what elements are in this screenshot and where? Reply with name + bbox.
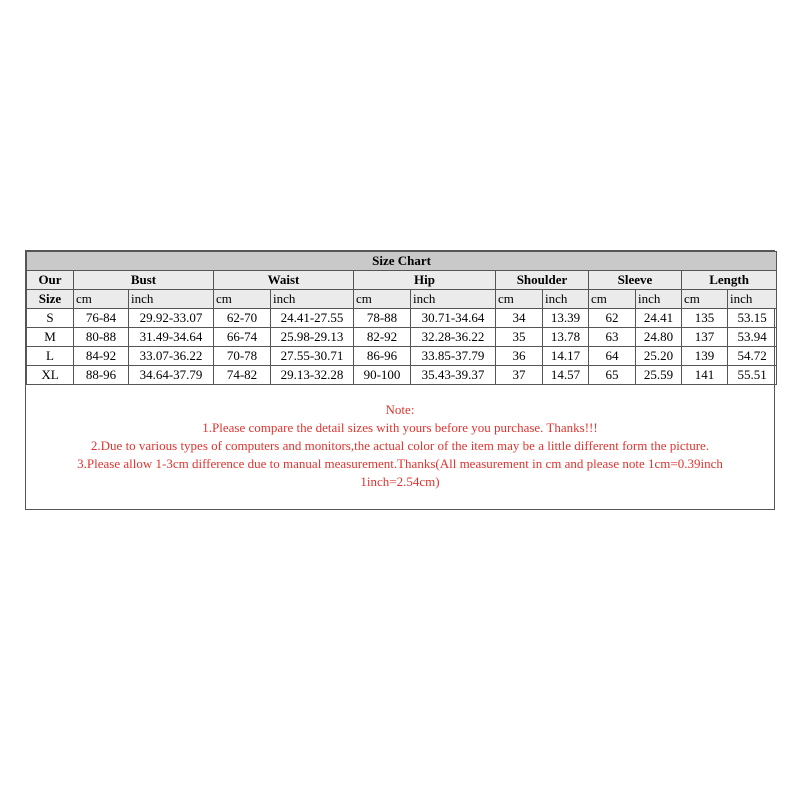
table-cell: 25.20 <box>636 347 682 366</box>
size-column-header-top: Our <box>27 271 74 290</box>
table-row <box>27 366 777 385</box>
cm-unit-label: cm <box>214 290 271 309</box>
table-cell: 36 <box>496 347 543 366</box>
table-cell: 14.57 <box>543 366 589 385</box>
inch-unit-label: inch <box>543 290 589 309</box>
table-cell: 139 <box>682 347 728 366</box>
notes-block <box>26 401 774 491</box>
table-cell: 34.64-37.79 <box>129 366 214 385</box>
size-label: M <box>27 328 74 347</box>
waist-header: Waist <box>214 271 354 290</box>
note-line-4: 1inch=2.54cm) <box>360 474 440 489</box>
table-cell: 33.07-36.22 <box>129 347 214 366</box>
table-cell: 13.78 <box>543 328 589 347</box>
inch-unit-label: inch <box>129 290 214 309</box>
size-column-header-bottom: Size <box>27 290 74 309</box>
table-cell: 80-88 <box>74 328 129 347</box>
cm-unit-label: cm <box>682 290 728 309</box>
table-cell: 32.28-36.22 <box>411 328 496 347</box>
size-label: S <box>27 309 74 328</box>
bust-header: Bust <box>74 271 214 290</box>
table-cell: 76-84 <box>74 309 129 328</box>
hip-header: Hip <box>354 271 496 290</box>
table-cell: 62-70 <box>214 309 271 328</box>
note-line-3: 3.Please allow 1-3cm difference due to manual measurement.Thanks(All measurement in cm and please note 1cm=0.39inch <box>77 456 723 471</box>
table-title: Size Chart <box>27 252 777 271</box>
table-cell: 24.41-27.55 <box>271 309 354 328</box>
table-cell: 27.55-30.71 <box>271 347 354 366</box>
table-row <box>27 309 777 328</box>
table-cell: 53.94 <box>728 328 777 347</box>
length-header: Length <box>682 271 777 290</box>
table-cell: 25.98-29.13 <box>271 328 354 347</box>
table-cell: 84-92 <box>74 347 129 366</box>
table-cell: 62 <box>589 309 636 328</box>
inch-unit-label: inch <box>636 290 682 309</box>
table-cell: 137 <box>682 328 728 347</box>
table-cell: 34 <box>496 309 543 328</box>
size-chart-sheet <box>25 250 775 510</box>
cm-unit-label: cm <box>496 290 543 309</box>
table-cell: 64 <box>589 347 636 366</box>
table-cell: 35 <box>496 328 543 347</box>
table-row <box>27 347 777 366</box>
table-cell: 31.49-34.64 <box>129 328 214 347</box>
table-row <box>27 328 777 347</box>
note-line-1: 1.Please compare the detail sizes with yours before you purchase. Thanks!!! <box>202 420 598 435</box>
table-cell: 25.59 <box>636 366 682 385</box>
size-label: L <box>27 347 74 366</box>
table-cell: 70-78 <box>214 347 271 366</box>
size-label: XL <box>27 366 74 385</box>
table-cell: 37 <box>496 366 543 385</box>
table-cell: 33.85-37.79 <box>411 347 496 366</box>
table-cell: 66-74 <box>214 328 271 347</box>
cm-unit-label: cm <box>354 290 411 309</box>
table-cell: 13.39 <box>543 309 589 328</box>
table-cell: 88-96 <box>74 366 129 385</box>
table-cell: 86-96 <box>354 347 411 366</box>
table-cell: 54.72 <box>728 347 777 366</box>
size-table <box>26 251 777 385</box>
shoulder-header: Shoulder <box>496 271 589 290</box>
table-cell: 35.43-39.37 <box>411 366 496 385</box>
note-heading: Note: <box>385 402 415 417</box>
table-cell: 29.92-33.07 <box>129 309 214 328</box>
table-cell: 55.51 <box>728 366 777 385</box>
table-cell: 14.17 <box>543 347 589 366</box>
table-cell: 135 <box>682 309 728 328</box>
table-cell: 74-82 <box>214 366 271 385</box>
table-cell: 29.13-32.28 <box>271 366 354 385</box>
table-cell: 82-92 <box>354 328 411 347</box>
table-cell: 78-88 <box>354 309 411 328</box>
inch-unit-label: inch <box>728 290 777 309</box>
table-cell: 53.15 <box>728 309 777 328</box>
inch-unit-label: inch <box>411 290 496 309</box>
table-cell: 30.71-34.64 <box>411 309 496 328</box>
table-cell: 24.41 <box>636 309 682 328</box>
table-cell: 65 <box>589 366 636 385</box>
table-cell: 90-100 <box>354 366 411 385</box>
sleeve-header: Sleeve <box>589 271 682 290</box>
cm-unit-label: cm <box>74 290 129 309</box>
table-cell: 63 <box>589 328 636 347</box>
table-cell: 141 <box>682 366 728 385</box>
note-line-2: 2.Due to various types of computers and monitors,the actual color of the item may be a little different form the picture. <box>90 438 710 453</box>
cm-unit-label: cm <box>589 290 636 309</box>
inch-unit-label: inch <box>271 290 354 309</box>
table-cell: 24.80 <box>636 328 682 347</box>
